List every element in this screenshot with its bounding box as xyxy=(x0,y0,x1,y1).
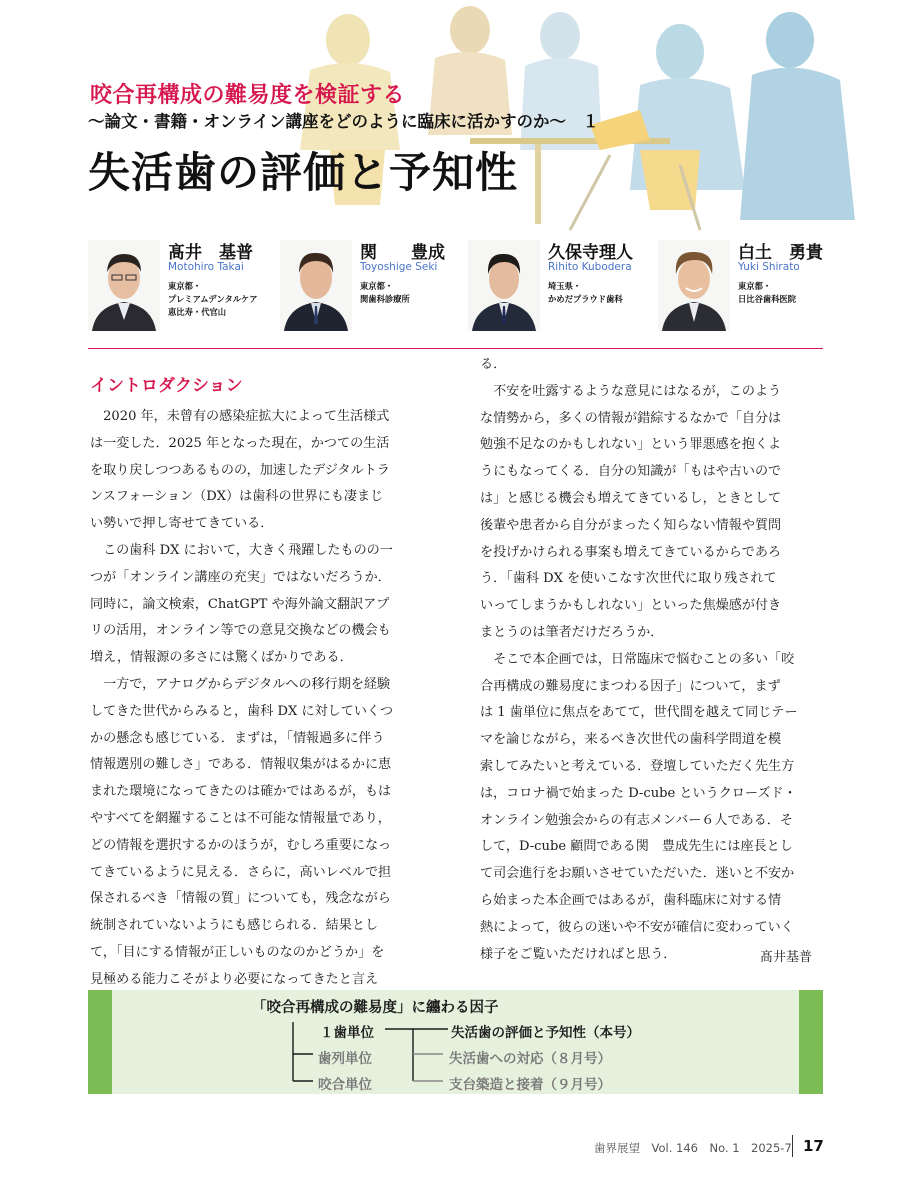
series-title: 咬合再構成の難易度を検証する xyxy=(90,82,406,108)
text-line: てきているように見える．さらに，高いレベルで担 xyxy=(90,864,392,880)
footer-divider xyxy=(792,1135,793,1157)
text-line: 一方で，アナログからデジタルへの移行期を経験 xyxy=(90,676,391,692)
factor-topic-september: 支台築造と接着（９月号） xyxy=(449,1077,611,1093)
author-roman-name: Motohiro Takai xyxy=(168,261,244,273)
text-line: 統制されていないようにも感じられる．結果とし xyxy=(90,918,379,934)
text-line: 索してみたいと考えている．登壇していただく先生方 xyxy=(480,758,795,774)
text-line: やすべてを網羅することは不可能な情報量であり， xyxy=(90,810,391,826)
text-line: まれた環境になってきたのは確かではあるが，もは xyxy=(90,784,392,800)
author-name: 白土 勇貴 xyxy=(738,243,823,263)
author-photo xyxy=(88,240,160,331)
text-line: は，コロナ禍で始まった D-cube というクローズド・ xyxy=(480,785,797,801)
text-line: 増え，情報源の多さには驚くばかりである． xyxy=(90,650,353,666)
author-affiliation: 埼玉県・ かめだプラウド歯科 xyxy=(548,281,623,304)
author-card xyxy=(658,238,848,333)
text-line: まとうのは筆者だけだろうか． xyxy=(480,624,664,640)
text-line: 保されるべき「情報の質」についても，残念ながら xyxy=(90,891,391,907)
text-line: は一変した．2025 年となった現在，かつての生活 xyxy=(90,435,390,451)
text-line: して，D-cube 顧問である関 豊成先生には座長とし xyxy=(480,839,793,855)
author-photo xyxy=(280,240,352,331)
factor-topic-august: 失活歯への対応（８月号） xyxy=(449,1051,611,1067)
series-subtitle: 〜論文・書籍・オンライン講座をどのように臨床に活かすのか〜 １ xyxy=(88,112,600,131)
author-photo xyxy=(468,240,540,331)
text-line: マを論じながら，来るべき次世代の歯科学問道を模 xyxy=(480,732,782,748)
text-line: してきた世代からみると，歯科 DX に対していくつ xyxy=(90,703,394,719)
article-right-column xyxy=(480,352,798,968)
text-line: この歯科 DX において，大きく飛躍したものの一 xyxy=(90,542,393,558)
page-number: 17 xyxy=(803,1137,824,1155)
text-line: 2020 年，未曾有の感染症拡大によって生活様式 xyxy=(90,409,390,424)
author-card xyxy=(88,238,278,333)
text-line: る． xyxy=(480,357,507,372)
author-card xyxy=(280,238,470,333)
factor-unit-dentition: 歯列単位 xyxy=(318,1051,372,1067)
text-line: 同時に，論文検索，ChatGPT や海外論文翻訳アプ xyxy=(90,596,390,612)
text-line: は」と感じる機会も増えてきているし，ときとして xyxy=(480,490,782,506)
author-name: 髙井 基普 xyxy=(168,243,253,263)
text-line: つが「オンライン講座の充実」ではないだろうか． xyxy=(90,569,391,585)
factor-unit-occlusion: 咬合単位 xyxy=(318,1077,372,1093)
factor-unit-tooth: １歯単位 xyxy=(320,1025,374,1041)
text-line: どの情報を選択するかのほうが，むしろ重要になっ xyxy=(90,837,392,853)
text-line: 不安を吐露するような意見にはなるが，このよう xyxy=(480,383,782,399)
text-line: ら始まった本企画ではあるが，歯科臨床に対する情 xyxy=(480,892,782,908)
text-line: ンスフォーション（DX）は歯科の世界にも凄まじ xyxy=(90,489,384,505)
factor-topic-current: 失活歯の評価と予知性（本号） xyxy=(451,1025,640,1041)
author-list xyxy=(88,238,828,333)
factor-box xyxy=(88,990,823,1094)
section-heading: イントロダクション xyxy=(90,376,243,396)
article-title: 失活歯の評価と予知性 xyxy=(88,148,519,197)
author-name: 久保寺理人 xyxy=(548,243,633,263)
text-line: 熱によって，彼らの迷いや不安が確信に変わっていく xyxy=(480,919,794,935)
text-line: う．「歯科 DX を使いこなす次世代に取り残されて xyxy=(480,571,777,587)
text-line: そこで本企画では，日常臨床で悩むことの多い「咬 xyxy=(480,651,795,667)
text-line: 勉強不足なのかもしれない」という罪悪感を抱くよ xyxy=(480,437,782,453)
text-line: 後輩や患者から自分がまったく知らない情報や質問 xyxy=(480,517,782,533)
text-line: オンライン勉強会からの有志メンバー６人である．そ xyxy=(480,812,793,828)
article-left-column xyxy=(90,404,393,994)
text-line: 様子をご覧いただければと思う． xyxy=(480,946,677,962)
divider-line xyxy=(88,348,823,349)
text-line: 情報選別の難しさ」である．情報収集がはるかに恵 xyxy=(90,757,392,773)
author-affiliation: 東京都・ プレミアムデンタルケア 恵比寿・代官山 xyxy=(168,281,258,317)
author-affiliation: 東京都・ 関歯科診療所 xyxy=(360,281,410,304)
text-line: リの活用，オンライン等での意見交換などの機会も xyxy=(90,623,391,639)
author-roman-name: Rihito Kubodera xyxy=(548,261,632,273)
text-line: を取り戻しつつあるものの，加速したデジタルトラ xyxy=(90,462,390,478)
text-line: て，「目にする情報が正しいものなのかどうか」を xyxy=(90,944,385,960)
text-line: い勢いで押し寄せてきている． xyxy=(90,516,274,532)
text-line: かの懸念も感じている．まずは，「情報過多に伴う xyxy=(90,730,385,746)
text-line: うにもなってくる．自分の知識が「もはや古いので xyxy=(480,464,782,480)
author-name: 関 豊成 xyxy=(360,243,445,263)
author-card xyxy=(468,238,658,333)
author-signature: 髙井基普 xyxy=(760,950,813,965)
author-roman-name: Toyoshige Seki xyxy=(360,261,438,273)
author-roman-name: Yuki Shirato xyxy=(738,261,800,273)
factor-box-title: 「咬合再構成の難易度」に纏わる因子 xyxy=(252,1000,499,1016)
text-line: いってしまうかもしれない」といった焦燥感が付き xyxy=(480,598,782,614)
text-line: 合再構成の難易度にまつわる因子」について，まず xyxy=(480,678,781,694)
text-line: を投げかけられる事案も増えてきているからであろ xyxy=(480,544,782,560)
journal-info: 歯界展望 Vol. 146 No. 1 2025-7 xyxy=(594,1141,792,1155)
text-line: 見極める能力こそがより必要になってきたと言え xyxy=(90,971,379,987)
text-line: は 1 歯単位に焦点をあてて，世代間を越えて同じテー xyxy=(480,705,798,721)
text-line: な情勢から，多くの情報が錯綜するなかで「自分は xyxy=(480,410,782,426)
author-affiliation: 東京都・ 日比谷歯科医院 xyxy=(738,281,797,304)
author-photo xyxy=(658,240,730,331)
text-line: て司会進行をお願いさせていただいた．迷いと不安か xyxy=(480,866,795,882)
